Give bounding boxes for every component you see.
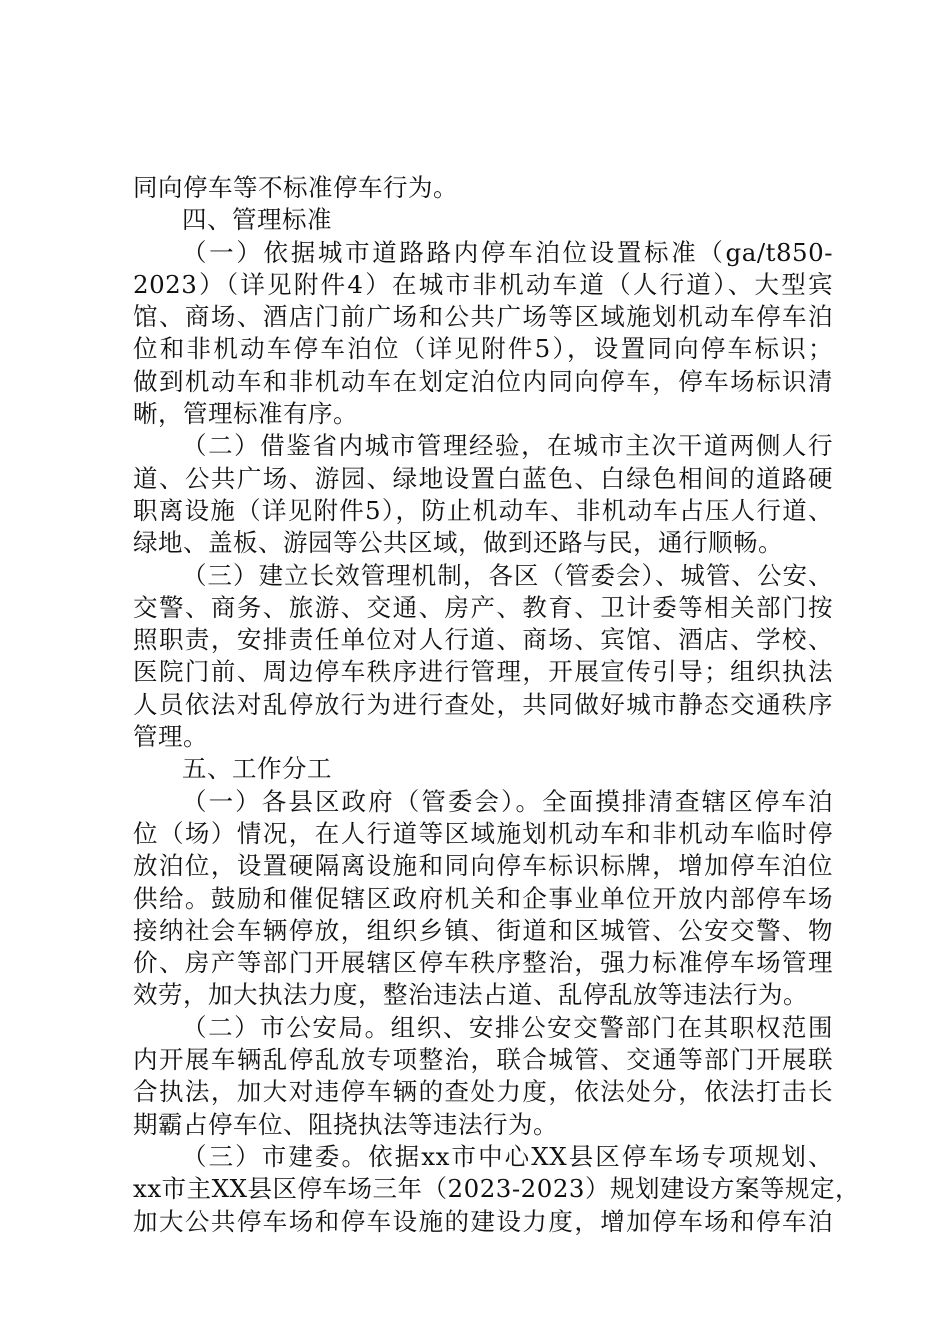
text-line: 道、公共广场、游园、绿地设置白蓝色、白绿色相间的道路硬: [133, 463, 833, 493]
text-line: 效劳，加大执法力度，整治违法占道、乱停乱放等违法行为。: [133, 980, 808, 1010]
text-line: 价、房产等部门开展辖区停车秩序整治，强力标准停车场管理: [133, 948, 833, 978]
text-line: （一）依据城市道路路内停车泊位设置标准（ga/t850-: [182, 237, 833, 267]
text-line: 合执法，加大对违停车辆的查处力度，依法处分，依法打击长: [133, 1077, 833, 1107]
text-line: 馆、商场、酒店门前广场和公共广场等区域施划机动车停车泊: [133, 302, 833, 332]
text-line: 接纳社会车辆停放，组织乡镇、街道和区城管、公安交警、物: [133, 915, 833, 945]
document-body: [133, 172, 860, 1238]
text-line: 人员依法对乱停放行为进行查处，共同做好城市静态交通秩序: [133, 689, 833, 719]
text-line: 期霸占停车位、阻挠执法等违法行为。: [133, 1109, 558, 1139]
text-line: 管理。: [133, 722, 208, 752]
text-line: 供给。鼓励和催促辖区政府机关和企事业单位开放内部停车场: [133, 883, 833, 913]
text-line: 放泊位，设置硬隔离设施和同向停车标识标牌，增加停车泊位: [133, 851, 833, 881]
section-heading-management-standards: 四、管理标准: [182, 205, 332, 235]
text-line: 绿地、盖板、游园等公共区域，做到还路与民，通行顺畅。: [133, 528, 783, 558]
text-line: 照职责，安排责任单位对人行道、商场、宾馆、酒店、学校、: [133, 625, 833, 655]
text-line: 位（场）情况，在人行道等区域施划机动车和非机动车临时停: [133, 818, 833, 848]
text-line: 职离设施（详见附件5），防止机动车、非机动车占压人行道、: [133, 495, 833, 525]
text-line: 交警、商务、旅游、交通、房产、教育、卫计委等相关部门按: [133, 592, 833, 622]
section-heading-work-division: 五、工作分工: [182, 754, 332, 784]
text-line: （二）市公安局。组织、安排公安交警部门在其职权范围: [182, 1012, 833, 1042]
text-line: 做到机动车和非机动车在划定泊位内同向停车，停车场标识清: [133, 366, 833, 396]
text-line: 加大公共停车场和停车设施的建设力度，增加停车场和停车泊: [133, 1206, 833, 1236]
text-line: （一）各县区政府（管委会）。全面摸排清查辖区停车泊: [182, 786, 833, 816]
text-line: （三）建立长效管理机制，各区（管委会）、城管、公安、: [182, 560, 833, 590]
text-line: 同向停车等不标准停车行为。: [133, 173, 458, 202]
text-line: 晰，管理标准有序。: [133, 399, 358, 429]
text-line: 内开展车辆乱停乱放专项整治，联合城管、交通等部门开展联: [133, 1045, 833, 1075]
text-line: 2023）（详见附件4）在城市非机动车道（人行道）、大型宾: [133, 269, 833, 299]
text-line: （二）借鉴省内城市管理经验，在城市主次干道两侧人行: [182, 431, 833, 461]
text-line: （三）市建委。依据xx市中心XX县区停车场专项规划、: [182, 1141, 833, 1171]
text-line: xx市主XX县区停车场三年（2023-2023）规划建设方案等规定，: [133, 1174, 860, 1204]
text-line: 位和非机动车停车泊位（详见附件5），设置同向停车标识；: [133, 334, 833, 364]
text-line: 医院门前、周边停车秩序进行管理，开展宣传引导；组织执法: [133, 657, 833, 687]
